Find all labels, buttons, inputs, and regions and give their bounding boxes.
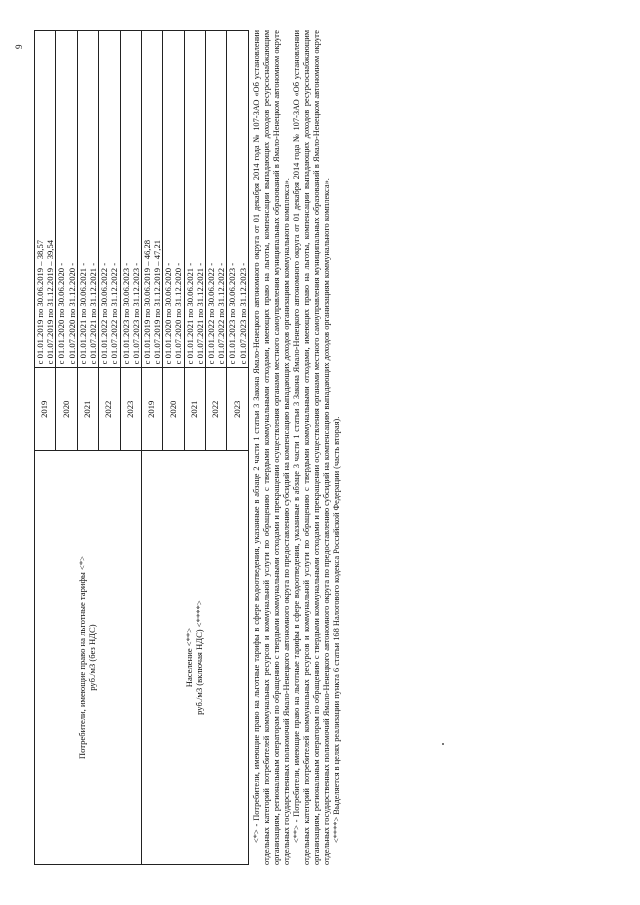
year-cell: 2022: [206, 368, 227, 451]
tariff-period-line: с 01.07.2019 по 31.12.2019 – 47,21: [152, 239, 163, 365]
tariff-period-cell: [56, 31, 77, 368]
table-row: [35, 31, 56, 865]
tariff-period-line: с 01.01.2023 по 30.06.2023 -: [227, 262, 238, 365]
footnote-2: <**> - Потребители, имеющие право на льготные тарифы в сфере водоотведения, указанные в абзаце 3 части 1 статьи 3 Закона Ямало-Ненецкого автономного округа от 01 декабря 2014 года № 107-ЗАО «Об установлении отдельных категорий потребителей коммунальных ресурсов и коммунальной услуги по обращению с твердыми коммунальными отходами, имеющих право на льготы, компенсации выпадающих доходов ресурсоснабжающим организациям, региональным операторам по обращению с твердыми коммунальными отходами и прекращении осуществления органами местного самоуправления муниципальных образований в Ямало-Ненецком автономном округе отдельных государственных полномочий Ямало-Ненецкого автономного округа по предоставлению субсидий на компенсацию выпадающих доходов организациям коммунального комплекса».: [292, 30, 332, 865]
tariff-period-cell: [141, 31, 162, 368]
tariff-period-cell: [227, 31, 248, 368]
consumer-category-cell: [35, 451, 142, 865]
page-number: 9: [14, 44, 24, 49]
consumer-category-line: Потребители, имеющие право на льготные тарифы <*>: [77, 556, 88, 760]
tariff-period-line: с 01.07.2023 по 31.12.2023 -: [237, 262, 248, 365]
year-cell: 2019: [35, 368, 56, 451]
year-cell: 2020: [163, 368, 184, 451]
tariff-period-line: с 01.01.2022 по 30.06.2022 -: [99, 262, 110, 365]
tariff-period-line: с 01.07.2020 по 31.12.2020 -: [173, 262, 184, 365]
scan-speck: [442, 743, 444, 745]
tariff-period-cell: [99, 31, 120, 368]
tariff-period-line: с 01.07.2019 по 31.12.2019 – 39,54: [45, 239, 56, 365]
year-cell: 2022: [99, 368, 120, 451]
tariff-period-line: с 01.07.2021 по 31.12.2021 -: [87, 262, 98, 365]
year-cell: 2021: [184, 368, 205, 451]
footnote-4: <****> Выделяется в целях реализации пункта 6 статьи 168 Налогового кодекса Российской Федерации (часть вторая).: [332, 416, 342, 843]
tariff-period-cell: [35, 31, 56, 368]
tariff-period-cell: [163, 31, 184, 368]
document-body: [34, 30, 342, 865]
tariff-period-line: с 01.01.2023 по 30.06.2023 -: [120, 262, 131, 365]
consumer-category-cell: [141, 451, 248, 865]
year-cell: 2020: [56, 368, 77, 451]
tariff-period-line: с 01.07.2020 по 31.12.2020 -: [66, 262, 77, 365]
year-cell: 2021: [77, 368, 98, 451]
tariff-period-line: с 01.07.2023 по 31.12.2023 -: [130, 262, 141, 365]
tariff-period-cell: [120, 31, 141, 368]
table-row: [141, 31, 162, 865]
tariff-period-line: с 01.01.2021 по 30.06.2021 -: [184, 262, 195, 365]
consumer-category-line: руб./м3 (без НДС): [86, 624, 97, 691]
tariff-period-line: с 01.01.2020 по 30.06.2020 -: [163, 262, 174, 365]
tariff-period-line: с 01.01.2019 по 30.06.2019 – 38,57: [35, 239, 45, 365]
tariff-period-line: с 01.01.2022 по 30.06.2022 -: [206, 262, 216, 365]
year-cell: 2023: [227, 368, 248, 451]
tariff-period-cell: [206, 31, 227, 368]
consumer-category-line: Население <**>: [183, 627, 194, 688]
tariff-period-cell: [77, 31, 98, 368]
tariff-period-line: с 01.07.2022 по 31.12.2022 -: [109, 262, 120, 365]
tariff-table: [34, 30, 249, 865]
year-cell: 2019: [141, 368, 162, 451]
tariff-period-line: с 01.07.2021 по 31.12.2021 -: [194, 262, 205, 365]
tariff-period-cell: [184, 31, 205, 368]
footnotes: [252, 30, 343, 865]
consumer-category-line: руб./м3 (включая НДС) <****>: [193, 600, 204, 715]
tariff-period-line: с 01.01.2020 по 30.06.2020 -: [56, 262, 67, 365]
tariff-period-line: с 01.01.2019 по 30.06.2019 – 46,28: [141, 239, 152, 365]
tariff-period-line: с 01.07.2022 по 31.12.2022 -: [216, 262, 227, 365]
rotated-page: [12, 5, 452, 885]
year-cell: 2023: [120, 368, 141, 451]
tariff-period-line: с 01.01.2021 по 30.06.2021 -: [77, 262, 88, 365]
footnote-1: <*> - Потребители, имеющие право на льготные тарифы в сфере водоотведения, указанные в абзаце 2 части 1 статьи 3 Закона Ямало-Ненецкого автономного округа от 01 декабря 2014 года № 107-ЗАО «Об установлении отдельных категорий потребителей коммунальных ресурсов и коммунальной услуги по обращению с твердыми коммунальными отходами, имеющих право на льготы, компенсации выпадающих доходов ресурсоснабжающим организациям, региональным операторам по обращению с твердыми коммунальными отходами и прекращении осуществления органами местного самоуправления муниципальных образований в Ямало-Ненецком автономном округе отдельных государственных полномочий Ямало-Ненецкого автономного округа по предоставлению субсидий на компенсацию выпадающих доходов организациям коммунального комплекса».: [251, 30, 291, 865]
